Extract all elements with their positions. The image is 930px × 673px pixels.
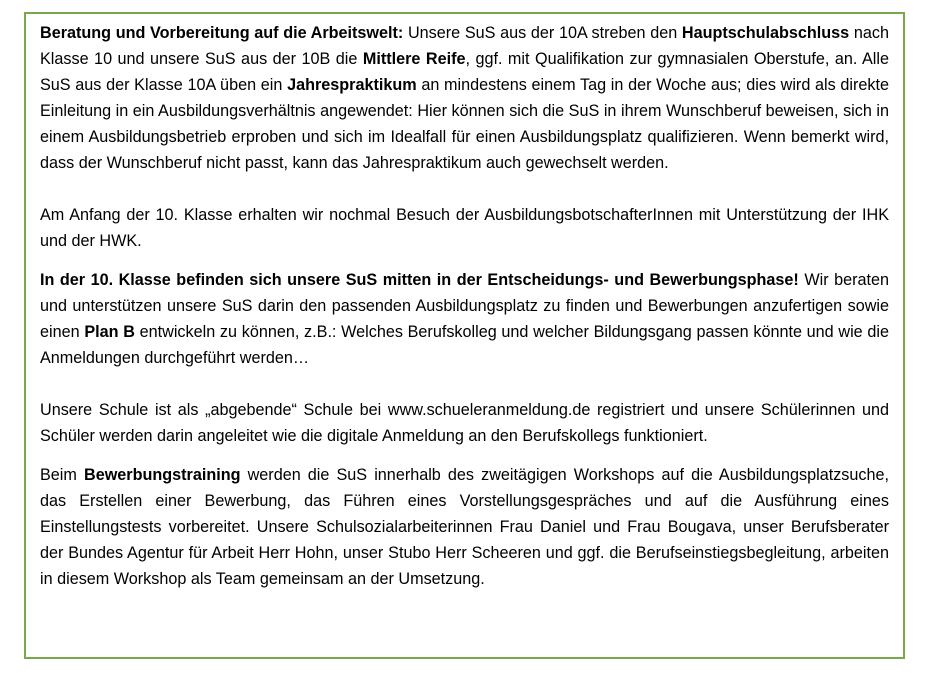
body-text: werden die SuS innerhalb des zweitägigen Workshops auf die Ausbildungsplatzsuche, das Erstellen einer Bewerbung, das Führen eines Vorstellungsgespräches und auf die Ausführung eines Einstellungstests vorbereitet. Unsere Schulsozialarbeiterinnen Frau Daniel und Frau Bougava, unser Berufsberater der Bundes Agentur für Arbeit Herr Hohn, unser Stubo Herr Scheeren und ggf. die Berufseinstiegsbegleitung, arbeiten in diesem Workshop als Team gemeinsam an der Umsetzung.	[40, 466, 889, 588]
body-text: entwickeln zu können, z.B.: Welches Berufskolleg und welcher Bildungsgang passen könnte und wie die Anmeldungen durchgeführt werden…	[40, 323, 890, 367]
bold-text: Jahrespraktikum	[287, 76, 417, 94]
bold-text: Mittlere Reife	[362, 50, 466, 68]
paragraph-beratung	[40, 20, 889, 176]
bold-text: Plan B	[84, 323, 135, 341]
body-text: Unsere SuS aus der 10A streben den	[403, 24, 682, 42]
bold-text: In der 10. Klasse befinden sich unsere SuS mitten in der Entscheidungs- und Bewerbungsphase!	[40, 271, 799, 289]
body-text: Beim	[40, 466, 84, 484]
bold-text: Bewerbungstraining	[84, 466, 241, 484]
body-text: Unsere Schule ist als „abgebende“ Schule bei www.schueleranmeldung.de registriert und unsere Schülerinnen und Schüler werden darin angeleitet wie die digitale Anmeldung an den Berufskollegs funktioniert.	[40, 401, 889, 445]
bold-text: Hauptschulabschluss	[681, 24, 850, 42]
body-text: an mindestens einem Tag in der Woche aus; dies wird als direkte Einleitung in ein Ausbildungsverhältnis angewendet: Hier können sich die SuS in ihrem Wunschberuf beweisen, sich in einem Ausbildungsbetrieb erproben und sich im Idealfall für einen Ausbildungsplatz qualifizieren. Wenn bemerkt wird, dass der Wunschberuf nicht passt, kann das Jahrespraktikum auch gewechselt werden.	[40, 76, 889, 172]
body-text: nach Klasse 10 und unsere SuS aus der 10B die	[40, 24, 889, 68]
paragraph-ausbildungsbotschafter	[40, 202, 889, 254]
paragraph-schueleranmeldung	[40, 397, 889, 449]
body-text: Am Anfang der 10. Klasse erhalten wir nochmal Besuch der AusbildungsbotschafterInnen mit Unterstützung der IHK und der HWK.	[40, 206, 889, 250]
body-text: Wir beraten und unterstützen unsere SuS darin den passenden Ausbildungsplatz zu finden und Bewerbungen anzufertigen sowie einen	[40, 271, 889, 341]
paragraph-bewerbungsphase	[40, 267, 889, 371]
text-box	[24, 12, 905, 659]
body-text: , ggf. mit Qualifikation zur gymnasialen Oberstufe, an. Alle SuS aus der Klasse 10A üben ein	[40, 50, 889, 94]
bold-text: Beratung und Vorbereitung auf die Arbeitswelt:	[40, 24, 404, 42]
paragraph-bewerbungstraining	[40, 462, 889, 592]
